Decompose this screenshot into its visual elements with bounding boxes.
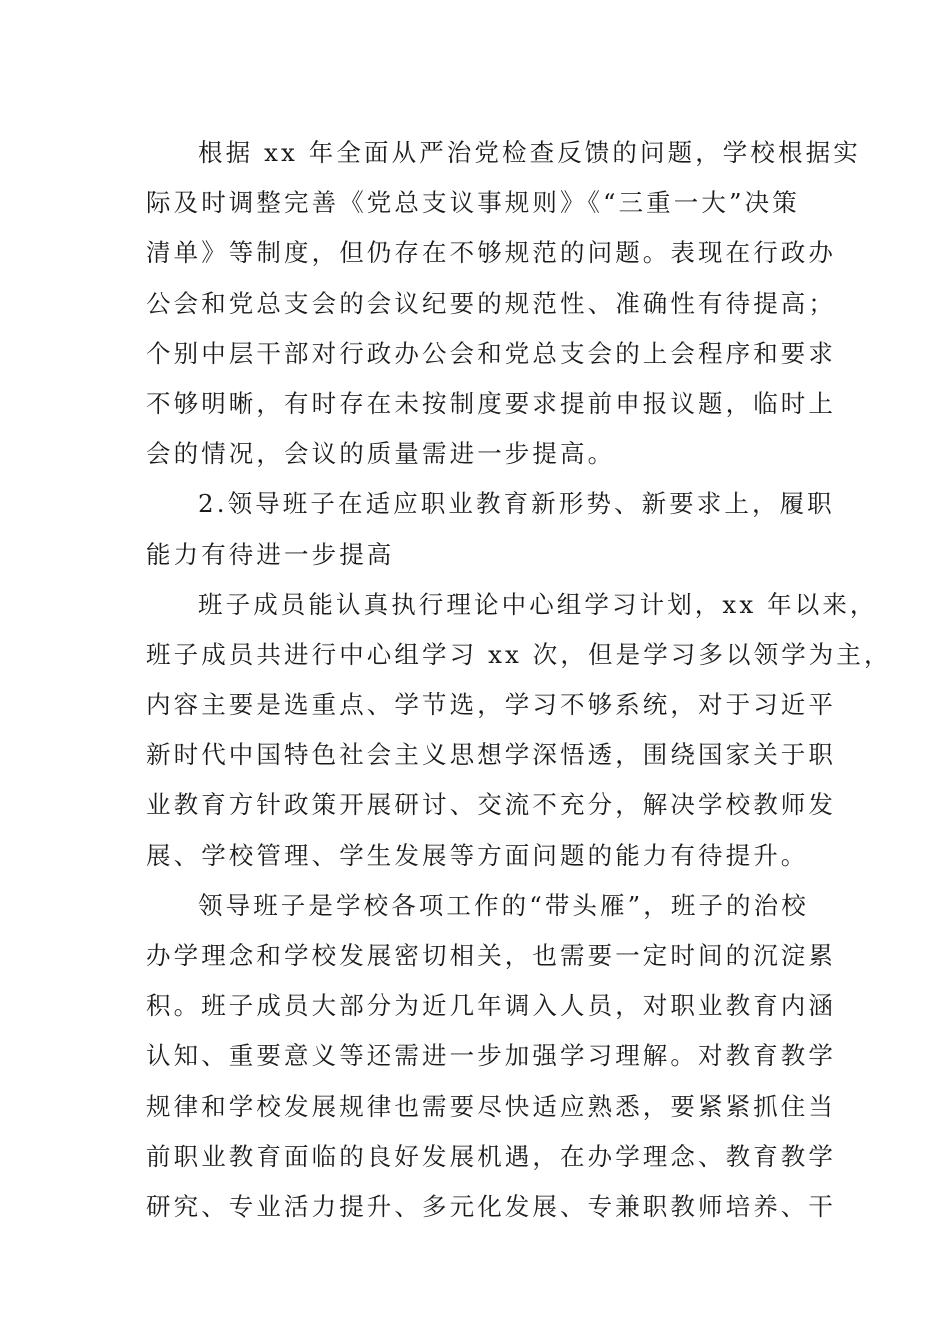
paragraph-1-line-1: 根据 xx 年全面从严治党检查反馈的问题，学校根据实 — [198, 138, 861, 167]
paragraph-1-line-6: 不够明晰，有时存在未按制度要求提前申报议题，临时上 — [146, 388, 836, 418]
paragraph-3-line-4: 新时代中国特色社会主义思想学深悟透，围绕国家关于职 — [146, 740, 836, 770]
paragraph-3-line-1: 班子成员能认真执行理论中心组学习计划，xx 年以来， — [198, 589, 878, 619]
paragraph-3-line-6: 展、学校管理、学生发展等方面问题的能力有待提升。 — [146, 840, 809, 870]
paragraph-1-line-7: 会的情况，会议的质量需进一步提高。 — [146, 439, 616, 469]
paragraph-4-line-2: 办学理念和学校发展密切相关，也需要一定时间的沉淀累 — [146, 941, 836, 970]
document-body — [146, 128, 892, 1232]
section-heading-line-2: 能力有待进一步提高 — [146, 539, 395, 569]
paragraph-1-line-2: 际及时调整完善《党总支议事规则》《“三重一大”决策 — [146, 188, 800, 218]
paragraph-4-line-5: 规律和学校发展规律也需要尽快适应熟悉，要紧紧抓住当 — [146, 1091, 836, 1121]
paragraph-3-line-2: 班子成员共进行中心组学习 xx 次，但是学习多以领学为主， — [146, 639, 892, 669]
paragraph-4-line-6: 前职业教育面临的良好发展机遇，在办学理念、教育教学 — [146, 1141, 836, 1171]
paragraph-3-line-3: 内容主要是选重点、学节选，学习不够系统，对于习近平 — [146, 690, 836, 720]
paragraph-3-line-5: 业教育方针政策开展研讨、交流不充分，解决学校教师发 — [146, 790, 836, 820]
paragraph-4-line-4: 认知、重要意义等还需进一步加强学习理解。对教育教学 — [146, 1041, 836, 1071]
paragraph-1-line-4: 公会和党总支会的会议纪要的规范性、准确性有待提高； — [146, 288, 836, 318]
paragraph-4-line-3: 积。班子成员大部分为近几年调入人员，对职业教育内涵 — [146, 991, 836, 1021]
paragraph-1-line-5: 个别中层干部对行政办公会和党总支会的上会程序和要求 — [146, 338, 836, 368]
paragraph-4-line-1: 领导班子是学校各项工作的“带头雁”，班子的治校 — [198, 890, 809, 920]
section-heading-line-1: 2.领导班子在适应职业教育新形势、新要求上，履职 — [198, 489, 835, 519]
paragraph-1-line-3: 清单》等制度，但仍存在不够规范的问题。表现在行政办 — [146, 238, 836, 268]
paragraph-4-line-7: 研究、专业活力提升、多元化发展、专兼职教师培养、干 — [146, 1191, 836, 1221]
